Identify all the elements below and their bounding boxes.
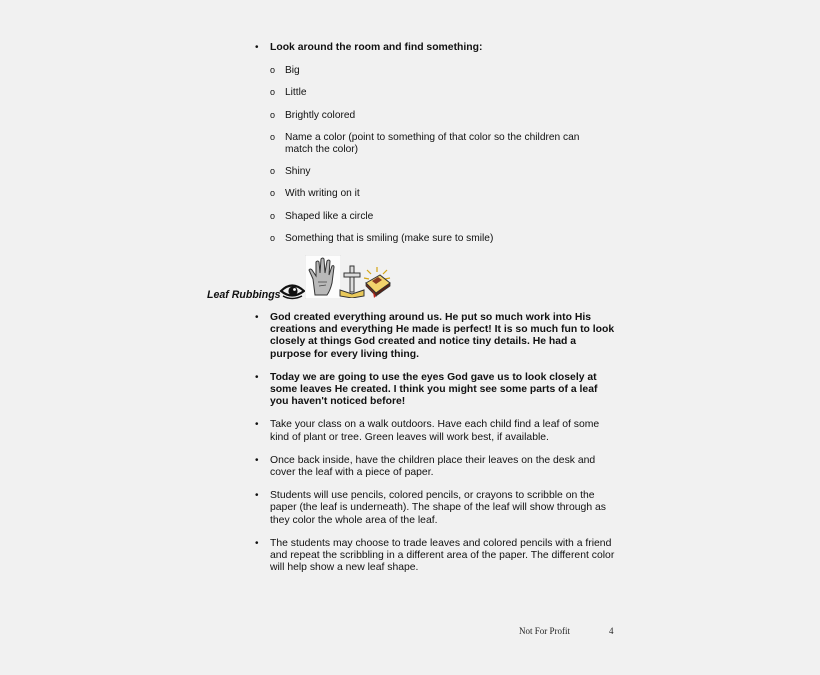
list-item (255, 42, 615, 245)
footer-label: Not For Profit (519, 626, 571, 634)
list-item: o Something that is smiling (make sure to smile) (270, 233, 615, 245)
list-item: • Once back inside, have the children place their leaves on the desk and cover the leaf with a piece of paper. (255, 455, 615, 479)
list-item: o Big (270, 65, 615, 77)
section-heading: Leaf Rubbings (207, 289, 281, 301)
list-item: o Shaped like a circle (270, 211, 615, 223)
list-item: o With writing on it (270, 188, 615, 200)
list-item: o Little (270, 87, 615, 99)
hand-icon (305, 255, 341, 299)
list-item: • The students may choose to trade leaves and colored pencils with a friend and repeat the scribbling in a different area of the paper. The different color will help show a new leaf shape. (255, 538, 615, 575)
list-item: • Today we are going to use the eyes God gave us to look closely at some leaves He created. I think you might see some parts of a leaf you haven't noticed before! (255, 372, 615, 409)
find-something-list (255, 42, 615, 255)
leaf-rubbings-heading-row (207, 254, 407, 302)
list-item: • Take your class on a walk outdoors. Have each child find a leaf of some kind of plant or tree. Green leaves will work best, if available. (255, 419, 615, 443)
list-item: • God created everything around us. He put so much work into His creations and everything He made is perfect! It is so much fun to look closely at things God created and notice tiny details. He had a purpose for every living thing. (255, 312, 615, 361)
bible-icon (362, 265, 392, 299)
eye-icon (279, 281, 306, 301)
list-item: o Name a color (point to something of that color so the children can match the color) (270, 132, 615, 156)
list-item: o Brightly colored (270, 110, 615, 122)
list-item: • Students will use pencils, colored pencils, or crayons to scribble on the paper (the leaf is underneath). The shape of the leaf will show through as they color the whole area of the leaf. (255, 490, 615, 527)
leaf-rubbings-list (255, 312, 615, 574)
list-item: o Shiny (270, 166, 615, 178)
page-number: 4 (609, 626, 614, 634)
find-something-heading: Look around the room and find something: (270, 42, 483, 53)
find-something-sublist (270, 65, 615, 245)
